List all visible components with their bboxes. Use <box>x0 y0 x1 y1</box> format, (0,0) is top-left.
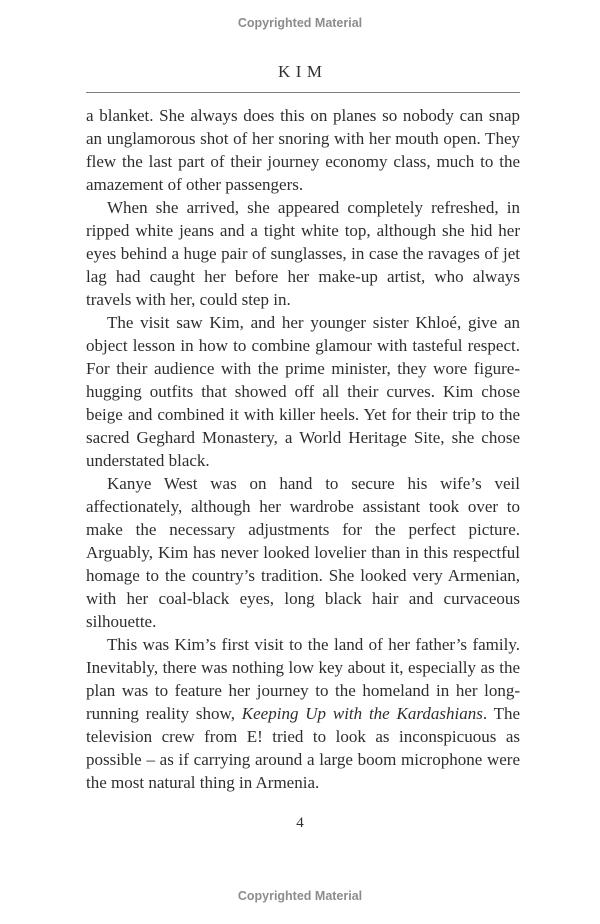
page-body <box>86 104 520 794</box>
paragraph-text-after-title: . The television crew from E! tried to look as inconspicuous as possible – as if carrying around a large boom microphone were the most natural thing in Armenia. <box>86 704 520 792</box>
body-paragraph: When she arrived, she appeared completely refreshed, in ripped white jeans and a tight white top, although she hid her eyes behind a huge pair of sunglasses, in case the ravages of jet lag had caught her before her make-up artist, who always travels with her, could step in. <box>86 198 520 309</box>
running-head-title: KIM <box>278 62 328 81</box>
body-paragraph: The visit saw Kim, and her younger sister Khloé, give an object lesson in how to combine glamour with tasteful respect. For their audience with the prime minister, they wore figure-hugging outfits that showed off all their curves. Kim chose beige and combined it with killer heels. Yet for their trip to the sacred Geghard Monastery, a World Heritage Site, she chose understated black. <box>86 313 520 470</box>
body-paragraph: Kanye West was on hand to secure his wife’s veil affectionately, although her wardrobe assistant took over to make the necessary adjustments for the perfect picture. Arguably, Kim has never looked lovelier than in this respectful homage to the country’s tradition. She looked very Armenian, with her coal-black eyes, long black hair and curvaceous silhouette. <box>86 474 520 631</box>
body-paragraph <box>86 633 520 794</box>
book-title-italic: Keeping Up with the Kardashians <box>241 704 483 723</box>
copyright-notice-bottom: Copyrighted Material <box>237 889 363 903</box>
page-number: 4 <box>296 815 304 831</box>
header-rule <box>86 92 520 93</box>
copyright-notice-top: Copyrighted Material <box>237 16 363 30</box>
paragraph-text-before-title: This was Kim’s first visit to the land of her father’s family. Inevitably, there was nothing low key about it, especially as the plan was to feature her journey to the homeland in her long-running reality show, <box>86 635 520 723</box>
body-paragraph: a blanket. She always does this on planes so nobody can snap an unglamorous shot of her snoring with her mouth open. They flew the last part of their journey economy class, much to the amazement of other passengers. <box>86 106 520 194</box>
